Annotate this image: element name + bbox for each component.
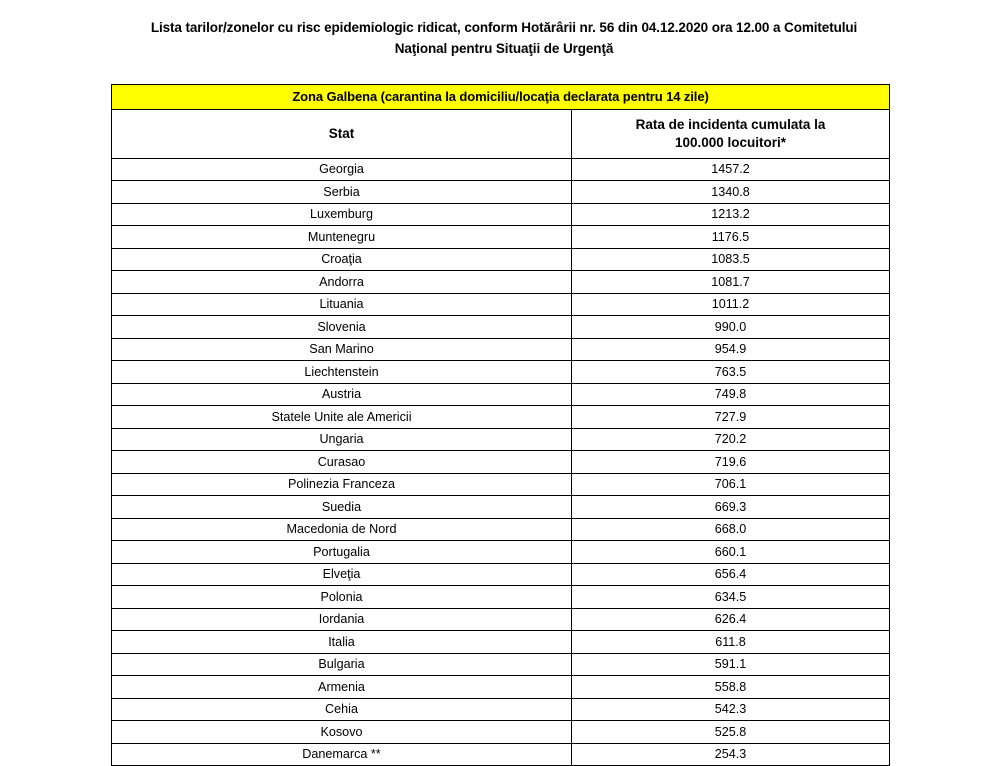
cell-state: Macedonia de Nord <box>112 518 572 541</box>
cell-state: Armenia <box>112 676 572 699</box>
table-row <box>112 563 890 586</box>
cell-rate: 706.1 <box>572 473 890 496</box>
table-row <box>112 428 890 451</box>
risk-table-body <box>112 84 890 766</box>
table-row <box>112 586 890 609</box>
table-row <box>112 248 890 271</box>
cell-rate: 990.0 <box>572 316 890 339</box>
table-row <box>112 721 890 744</box>
cell-rate: 668.0 <box>572 518 890 541</box>
table-row <box>112 181 890 204</box>
table-row <box>112 293 890 316</box>
cell-state: Serbia <box>112 181 572 204</box>
column-header-rate-line1: Rata de incidenta cumulata la <box>635 116 826 132</box>
cell-rate: 1213.2 <box>572 203 890 226</box>
column-header-state: Stat <box>112 109 572 158</box>
cell-state: Ungaria <box>112 428 572 451</box>
table-row <box>112 451 890 474</box>
cell-rate: 558.8 <box>572 676 890 699</box>
cell-rate: 749.8 <box>572 383 890 406</box>
cell-rate: 611.8 <box>572 631 890 654</box>
cell-rate: 1176.5 <box>572 226 890 249</box>
cell-state: Lituania <box>112 293 572 316</box>
cell-state: Liechtenstein <box>112 361 572 384</box>
cell-rate: 1340.8 <box>572 181 890 204</box>
table-row <box>112 383 890 406</box>
page-title-line1: Lista tarilor/zonelor cu risc epidemiologic ridicat, conform Hotărârii nr. 56 din 04.12.2020 ora 12.00 a Comitetului <box>150 20 858 35</box>
cell-rate: 1081.7 <box>572 271 890 294</box>
table-row <box>112 676 890 699</box>
table-row <box>112 338 890 361</box>
table-header-row <box>112 109 890 158</box>
cell-rate: 719.6 <box>572 451 890 474</box>
cell-state: Suedia <box>112 496 572 519</box>
table-row <box>112 203 890 226</box>
cell-state: Polinezia Franceza <box>112 473 572 496</box>
column-header-rate-line2: 100.000 locuitori* <box>674 134 787 150</box>
cell-rate: 591.1 <box>572 653 890 676</box>
cell-state: Italia <box>112 631 572 654</box>
cell-state: Curasao <box>112 451 572 474</box>
table-row <box>112 406 890 429</box>
table-row <box>112 361 890 384</box>
cell-state: Cehia <box>112 698 572 721</box>
cell-rate: 656.4 <box>572 563 890 586</box>
cell-rate: 1457.2 <box>572 158 890 181</box>
cell-state: Austria <box>112 383 572 406</box>
cell-state: Andorra <box>112 271 572 294</box>
cell-state: Portugalia <box>112 541 572 564</box>
cell-state: Danemarca ** <box>112 743 572 766</box>
cell-rate: 525.8 <box>572 721 890 744</box>
cell-rate: 634.5 <box>572 586 890 609</box>
cell-rate: 727.9 <box>572 406 890 429</box>
cell-rate: 660.1 <box>572 541 890 564</box>
cell-rate: 1083.5 <box>572 248 890 271</box>
cell-rate: 954.9 <box>572 338 890 361</box>
table-row <box>112 271 890 294</box>
cell-state: Iordania <box>112 608 572 631</box>
cell-state: Elveţia <box>112 563 572 586</box>
table-row <box>112 631 890 654</box>
table-row <box>112 316 890 339</box>
table-row <box>112 473 890 496</box>
cell-state: San Marino <box>112 338 572 361</box>
table-row <box>112 518 890 541</box>
cell-rate: 254.3 <box>572 743 890 766</box>
table-row <box>112 653 890 676</box>
cell-rate: 669.3 <box>572 496 890 519</box>
table-row <box>112 608 890 631</box>
table-row <box>112 698 890 721</box>
risk-table <box>111 84 890 766</box>
zone-banner: Zona Galbena (carantina la domiciliu/locaţia declarata pentru 14 zile) <box>112 84 890 109</box>
cell-state: Bulgaria <box>112 653 572 676</box>
cell-state: Slovenia <box>112 316 572 339</box>
cell-rate: 542.3 <box>572 698 890 721</box>
cell-state: Georgia <box>112 158 572 181</box>
table-row <box>112 496 890 519</box>
cell-state: Luxemburg <box>112 203 572 226</box>
cell-state: Croaţia <box>112 248 572 271</box>
cell-state: Muntenegru <box>112 226 572 249</box>
cell-state: Polonia <box>112 586 572 609</box>
table-row <box>112 541 890 564</box>
page-title-line2: Naţional pentru Situaţii de Urgenţă <box>394 40 614 56</box>
cell-rate: 720.2 <box>572 428 890 451</box>
risk-table-container <box>111 84 889 766</box>
page-title <box>24 18 984 60</box>
table-row <box>112 226 890 249</box>
cell-rate: 626.4 <box>572 608 890 631</box>
table-row <box>112 158 890 181</box>
cell-rate: 763.5 <box>572 361 890 384</box>
column-header-rate <box>572 109 890 158</box>
cell-state: Kosovo <box>112 721 572 744</box>
table-banner-row <box>112 84 890 109</box>
table-row <box>112 743 890 766</box>
cell-state: Statele Unite ale Americii <box>112 406 572 429</box>
cell-rate: 1011.2 <box>572 293 890 316</box>
